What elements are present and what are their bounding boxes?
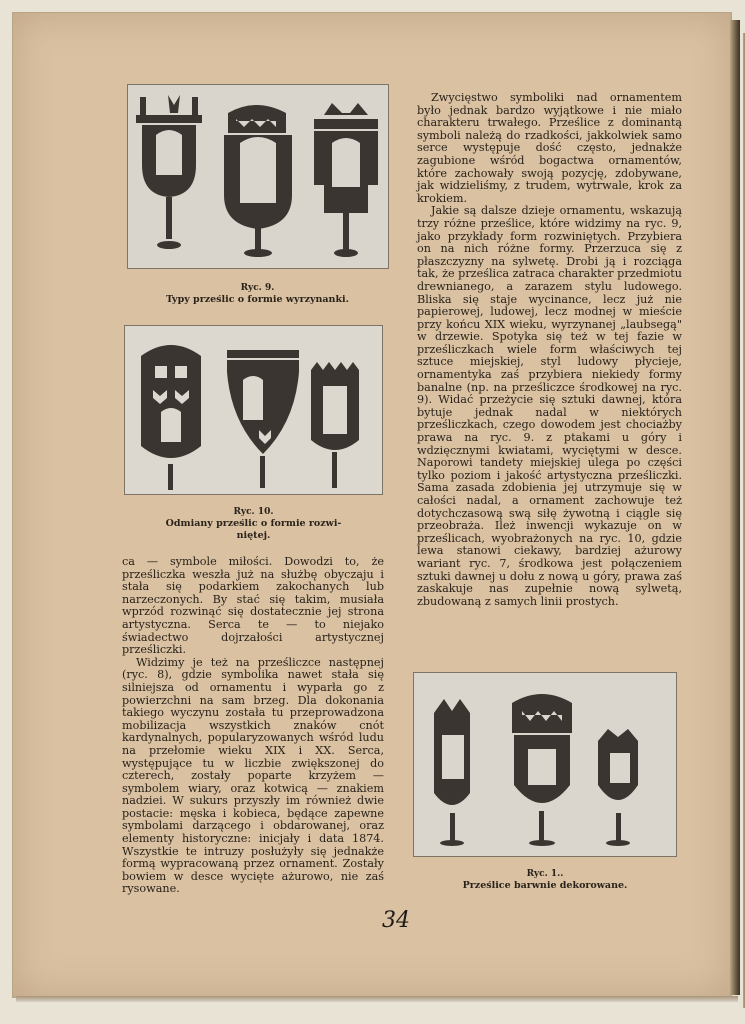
distaffs-developed-illustration: [125, 326, 382, 494]
figure-11-number: Ryc. 1..: [526, 869, 564, 879]
figure-10-title: Odmiany prześlic o formie rozwi- niętej.: [165, 518, 342, 541]
figure-10-caption: [156, 506, 351, 542]
right-column-text: [417, 92, 682, 608]
figure-10-number: Ryc. 10.: [233, 507, 274, 517]
right-paragraph-2: Jakie są dalsze dzieje ornamentu, wskazują trzy różne prześlice, które widzimy na ryc. 9, jako przykłady form rozwiniętych. Przybiera on na nich różne formy. Przerzuca się z płaszczyzny na sylwetę. Drobi ją i rozciąga tak, że prześlica zatraca charakter przedmiotu drewnianego, a zarazem stylu ludowego. Bliska się staje wycinance, lecz już nie papierowej, ludowej, lecz modnej w mieście przy końcu XIX wieku, wyrzynanej „laubsegą" w drzewie. Spotyka się też w tej fazie w prześliczkach wiele form właściwych tej sztuce miejskiej, styl ludowy płycieje, ornamentyka zaś przybiera niekiedy formy banalne (np. na prześliczce środkowej na ryc. 9). Widać przeżycie się sztuki dawnej, która bytuje jednak nadal w niektórych prześliczkach, czego dowodem jest chociażby prawa na ryc. 9. z ptakami u góry i wdzięcznymi kwiatami, wyciętymi w desce. Naporowi tandety miejskiej ulega po części tylko poziom i jakość artystyczna prześliczki. Sama zasada zdobienia jej utrzymuje się w całości nadal, a ornament zachowuje też dotychczasową swą siłę żywotną i ciągle się przeobraża. Ileż inwencji wykazuje on w prześlicach, wyobrażonych na ryc. 10, gdzie lewa stanowi ciekawy, bardziej ażurowy wariant ryc. 7, środkowa jest połączeniem sztuki dawnej u dołu z nową u góry, prawa zaś zaskakuje nas zupełnie nową sylwetą, zbudowaną z samych linii prostych.: [417, 204, 682, 608]
book-spine-shadow: [730, 20, 740, 995]
page-bottom-edge: [16, 996, 738, 1002]
left-paragraph-2: Widzimy je też na prześliczce następnej (ryc. 8), gdzie symbolika nawet stała się silniejsza od ornamentu i wyparła go z powierzchni na sam brzeg. Dla dokonania takiego wyczynu została tu przeprowadzona mobilizacja wszystkich znaków cnót kardynalnych, popularyzowanych wśród ludu na przełomie wieku XIX i XX. Serca, występujące tu w liczbie zwiększonej do czterech, zostały poparte krzyżem — symbolem wiary, oraz kotwicą — znakiem nadziei. W sukurs przyszły im również dwie postacie: męska i kobieca, będące zapewne symbolami darzącego i obdarowanej, oraz elementy historyczne: inicjały i data 1874. Wszystkie te intruzy posłużyły się jednakże formą wypracowaną przez ornament. Zostały bowiem w desce wycięte ażurowo, nie zaś rysowane.: [122, 655, 384, 896]
distaffs-painted-illustration: [414, 673, 676, 856]
page-number: 34: [382, 908, 410, 933]
figure-9-caption: [150, 282, 365, 306]
figure-10-photo: [124, 325, 383, 495]
right-paragraph-1: Zwycięstwo symboliki nad ornamentem było jednak bardzo wyjątkowe i nie miało charakteru trwałego. Prześlice z dominantą symboli należą do rzadkości, jakkolwiek samo serce występuje dość często, jednakże zagubione wśród bogactwa ornamentów, które zachowały swoją pozycję, zdobywane, jak widzieliśmy, z trudem, wytrwale, krok za krokiem.: [417, 91, 682, 205]
figure-11-caption: [440, 868, 650, 892]
left-column-text: [122, 556, 384, 896]
figure-11-photo: [413, 672, 677, 857]
figure-9-title: Typy prześlic o formie wyrzynanki.: [166, 294, 349, 305]
figure-9-number: Ryc. 9.: [240, 283, 275, 293]
distaffs-cutout-illustration: [128, 85, 388, 268]
figure-11-title: Prześlice barwnie dekorowane.: [462, 880, 628, 891]
left-paragraph-1: ca — symbole miłości. Dowodzi to, że prześliczka weszła już na służbę obyczaju i stała się podarkiem zakochanych lub narzeczonych. By stać się takim, musiała wprzód rozwinąć się dostatecznie jej strona artystyczna. Serca te — to niejako świadectwo dojrzałości artystycznej prześliczki.: [122, 555, 384, 657]
figure-9-photo: [127, 84, 389, 269]
